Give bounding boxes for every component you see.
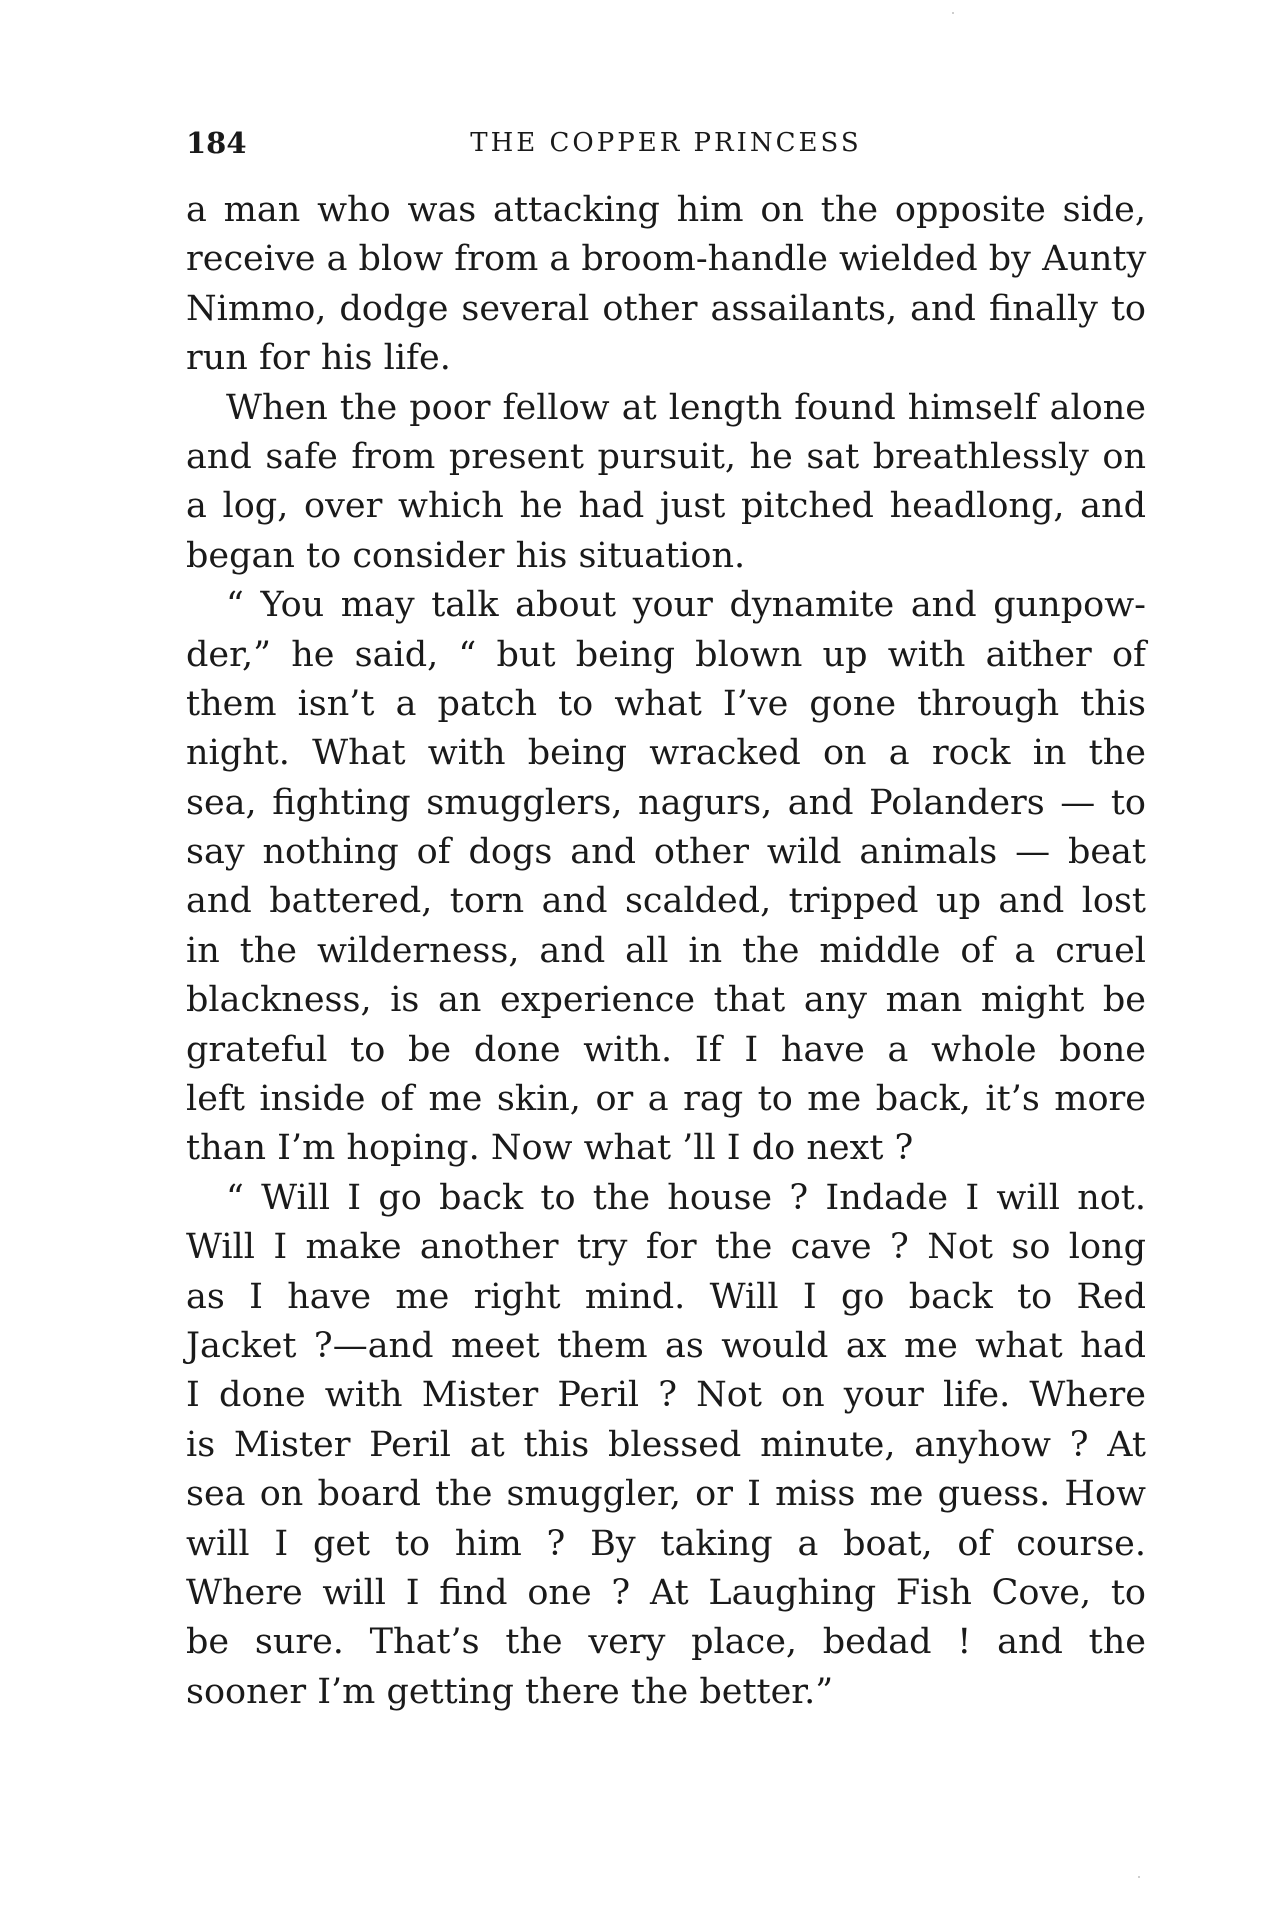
text-line: run for his life. (186, 338, 451, 379)
paragraph-1 (186, 186, 1146, 384)
text-line: say nothing of dogs and other wild animals — beat (186, 832, 1146, 873)
text-line: receive a blow from a broom-handle wielded by Aunty (186, 239, 1147, 280)
paragraph-4 (186, 1174, 1146, 1717)
text-line: der,” he said, “ but being blown up with aither of (186, 634, 1146, 675)
body-text (186, 186, 1146, 1717)
text-line: will I get to him ? By taking a boat, of course. (186, 1523, 1146, 1564)
text-line: in the wilderness, and all in the middle of a cruel (186, 930, 1146, 971)
text-line: When the poor fellow at length found himself alone (226, 387, 1146, 428)
text-line: sea on board the smuggler, or I miss me guess. How (186, 1474, 1146, 1515)
text-line: left inside of me skin, or a rag to me back, it’s more (186, 1079, 1146, 1120)
paragraph-3 (186, 581, 1146, 1174)
text-line: Will I make another try for the cave ? Not so long (186, 1227, 1146, 1268)
text-line: sooner I’m getting there the better.” (186, 1671, 834, 1712)
text-line: “ You may talk about your dynamite and gunpow- (226, 585, 1146, 626)
text-line: grateful to be done with. If I have a whole bone (186, 1029, 1146, 1070)
text-line: Jacket ?—and meet them as would ax me what had (186, 1325, 1146, 1366)
text-line: a man who was attacking him on the opposite side, (186, 190, 1146, 230)
text-line: is Mister Peril at this blessed minute, anyhow ? At (186, 1424, 1146, 1465)
paper-speck (952, 12, 954, 14)
paragraph-2 (186, 384, 1146, 582)
text-line: a log, over which he had just pitched headlong, and (186, 486, 1146, 527)
text-line: sea, fighting smugglers, nagurs, and Polanders — to (186, 782, 1146, 823)
text-line: I done with Mister Peril ? Not on your life. Where (186, 1375, 1146, 1416)
text-line: Nimmo, dodge several other assailants, and finally to (186, 288, 1146, 329)
text-line: began to consider his situation. (186, 535, 746, 576)
text-line: be sure. That’s the very place, bedad ! and the (186, 1622, 1146, 1663)
text-line: as I have me right mind. Will I go back to Red (186, 1276, 1146, 1317)
paper-speck (1138, 1876, 1140, 1878)
page-number: 184 (186, 126, 247, 160)
text-line: and battered, torn and scalded, tripped up and lost (186, 881, 1146, 922)
text-line: them isn’t a patch to what I’ve gone through this (186, 683, 1146, 724)
running-title: THE COPPER PRINCESS (470, 128, 862, 158)
text-line: “ Will I go back to the house ? Indade I will not. (226, 1177, 1146, 1218)
book-page (186, 118, 1146, 1717)
text-line: blackness, is an experience that any man might be (186, 980, 1146, 1021)
text-line: and safe from present pursuit, he sat breathlessly on (186, 436, 1146, 477)
running-head (186, 118, 1146, 174)
text-line: night. What with being wracked on a rock in the (186, 733, 1146, 774)
text-line: Where will I find one ? At Laughing Fish Cove, to (186, 1572, 1146, 1613)
text-line: than I’m hoping. Now what ’ll I do next ? (186, 1128, 914, 1169)
